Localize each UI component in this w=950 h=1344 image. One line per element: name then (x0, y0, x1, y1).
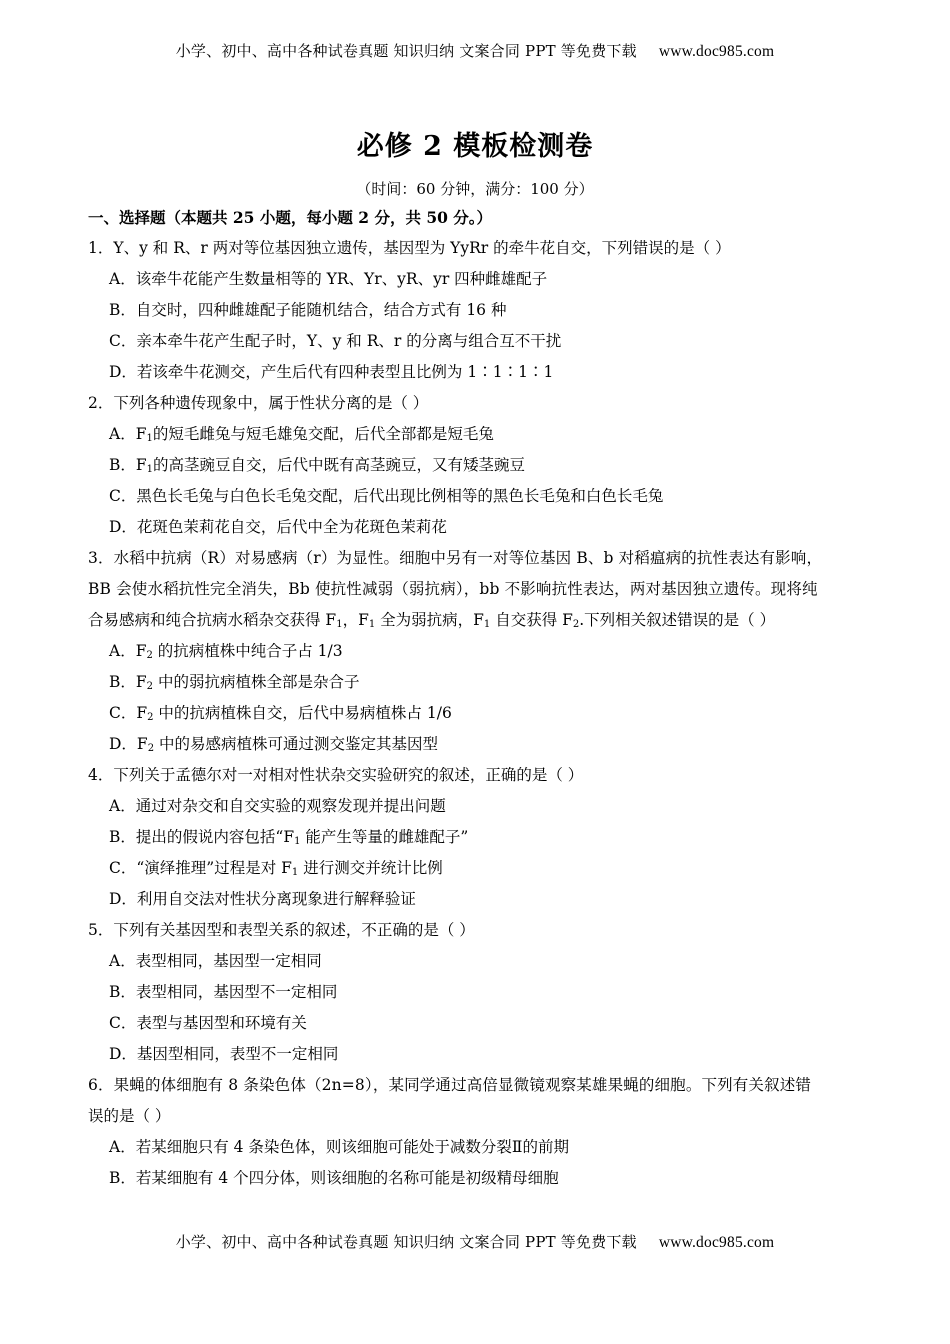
question-6-stem-line2: 误的是（ ） (88, 1107, 171, 1125)
question-6-stem-line1: 6．果蝇的体细胞有 8 条染色体（2n=8），某同学通过高倍显微镜观察某雄果蝇的细胞。下列有关叙述错 (88, 1076, 812, 1094)
q3d-post: 中的易感病植株可通过测交鉴定其基因型 (154, 735, 438, 753)
q3b-post: 中的弱抗病植株全部是杂合子 (153, 673, 360, 691)
page-footer (0, 1231, 950, 1252)
q3d-pre: D．F (109, 735, 148, 753)
question-1-option-b: B．自交时，四种雌雄配子能随机结合，结合方式有 16 种 (109, 301, 507, 319)
question-3-stem-line2: BB 会使水稻抗性完全消失，Bb 使抗性减弱（弱抗病），bb 不影响抗性表达，两对基因独立遗传。现将纯 (88, 580, 818, 598)
question-2-option-a (88, 419, 863, 450)
q4c-post: 进行测交并统计比例 (298, 859, 443, 877)
question-3-stem-line1: 3．水稻中抗病（R）对易感病（r）为显性。细胞中另有一对等位基因 B、b 对稻瘟病的抗性表达有影响， (88, 549, 823, 567)
q3l3-p1: 合易感病和纯合抗病水稻杂交获得 F (88, 611, 337, 629)
question-3-option-d (88, 729, 863, 760)
q3l3-p3: 全为弱抗病，F (375, 611, 484, 629)
exam-info: （时间：60 分钟，满分：100 分） (356, 180, 594, 198)
question-6-option-b: B．若某细胞有 4 个四分体，则该细胞的名称可能是初级精母细胞 (109, 1169, 559, 1187)
question-2-stem: 2．下列各种遗传现象中，属于性状分离的是（ ） (88, 394, 429, 412)
question-5-option-c: C．表型与基因型和环境有关 (109, 1014, 307, 1032)
question-5-option-a: A．表型相同，基因型一定相同 (109, 952, 322, 970)
question-4-option-d: D．利用自交法对性状分离现象进行解释验证 (109, 890, 416, 908)
q4b-post: 能产生等量的雌雄配子” (300, 828, 469, 846)
q3c-sub: 2 (147, 712, 154, 723)
question-3-option-b (88, 667, 863, 698)
q4c-pre: C．“演绎推理”过程是对 F (109, 859, 292, 877)
question-4-option-c (88, 853, 863, 884)
q3a-post: 的抗病植株中纯合子占 1/3 (152, 642, 343, 660)
q3l3-s1: 1 (336, 619, 343, 630)
header-site: www.doc985.com (658, 43, 775, 60)
question-1-option-a: A．该牵牛花能产生数量相等的 YR、Yr、yR、yr 四种雌雄配子 (109, 270, 548, 288)
question-5-stem: 5．下列有关基因型和表型关系的叙述，不正确的是（ ） (88, 921, 475, 939)
q3c-pre: C．F (109, 704, 148, 722)
question-3-option-a (88, 636, 863, 667)
q3b-sub: 2 (146, 681, 154, 692)
question-5-option-b: B．表型相同，基因型不一定相同 (109, 983, 338, 1001)
question-4-stem: 4．下列关于孟德尔对一对相对性状杂交实验研究的叙述，正确的是（ ） (88, 766, 584, 784)
q4b-sub: 1 (294, 836, 301, 847)
q3l3-s4: 2 (572, 619, 580, 630)
q2a-sub: 1 (146, 433, 153, 444)
q2b-pre: B．F (109, 456, 147, 474)
footer-text: 小学、初中、高中各种试卷真题 知识归纳 文案合同 PPT 等免费下载 (175, 1233, 637, 1251)
question-1-option-c: C．亲本牵牛花产生配子时，Y、y 和 R、r 的分离与组合互不干扰 (109, 332, 562, 350)
q3l3-p5: .下列相关叙述错误的是（ ） (579, 611, 776, 629)
q4b-pre: B．提出的假说内容包括“F (109, 828, 295, 846)
q3l3-p2: ，F (342, 611, 369, 629)
q3c-post: 中的抗病植株自交，后代中易病植株占 1/6 (153, 704, 452, 722)
q2a-post: 的短毛雌兔与短毛雄兔交配，后代全部都是短毛兔 (152, 425, 494, 443)
question-1-option-d: D．若该牵牛花测交，产生后代有四种表型且比例为 1∶1∶1∶1 (109, 363, 554, 381)
question-3-stem-line3 (88, 605, 863, 636)
section-heading: 一、选择题（本题共 25 小题，每小题 2 分，共 50 分。） (88, 208, 493, 227)
q3b-pre: B．F (109, 673, 147, 691)
question-1-stem: 1．Y、y 和 R、r 两对等位基因独立遗传，基因型为 YyRr 的牵牛花自交，下列错误的是（ ） (88, 239, 731, 257)
question-5-option-d: D．基因型相同，表型不一定相同 (109, 1045, 339, 1063)
q3l3-p4: 自交获得 F (490, 611, 573, 629)
q2b-sub: 1 (146, 464, 154, 475)
question-list (88, 202, 863, 1194)
footer-site: www.doc985.com (658, 1234, 775, 1251)
question-2-option-c: C．黑色长毛兔与白色长毛兔交配，后代出现比例相等的黑色长毛兔和白色长毛兔 (109, 487, 664, 505)
q3a-sub: 2 (146, 650, 153, 661)
q3a-pre: A．F (109, 642, 147, 660)
page-title: 必修 2 模板检测卷 (356, 131, 594, 162)
question-2-option-d: D．花斑色茉莉花自交，后代中全为花斑色茉莉花 (109, 518, 447, 536)
question-4-option-b (88, 822, 863, 853)
q3d-sub: 2 (147, 743, 155, 754)
q3l3-s3: 1 (483, 619, 491, 630)
q2b-post: 的高茎豌豆自交，后代中既有高茎豌豆，又有矮茎豌豆 (153, 456, 526, 474)
page-header (0, 40, 950, 61)
question-4-option-a: A．通过对杂交和自交实验的观察发现并提出问题 (109, 797, 446, 815)
q3l3-s2: 1 (368, 619, 376, 630)
question-6-option-a: A．若某细胞只有 4 条染色体，则该细胞可能处于减数分裂Ⅱ的前期 (109, 1138, 569, 1156)
q2a-pre: A．F (109, 425, 147, 443)
question-3-option-c (88, 698, 863, 729)
question-2-option-b (88, 450, 863, 481)
q4c-sub: 1 (291, 867, 299, 878)
header-text: 小学、初中、高中各种试卷真题 知识归纳 文案合同 PPT 等免费下载 (175, 42, 637, 60)
